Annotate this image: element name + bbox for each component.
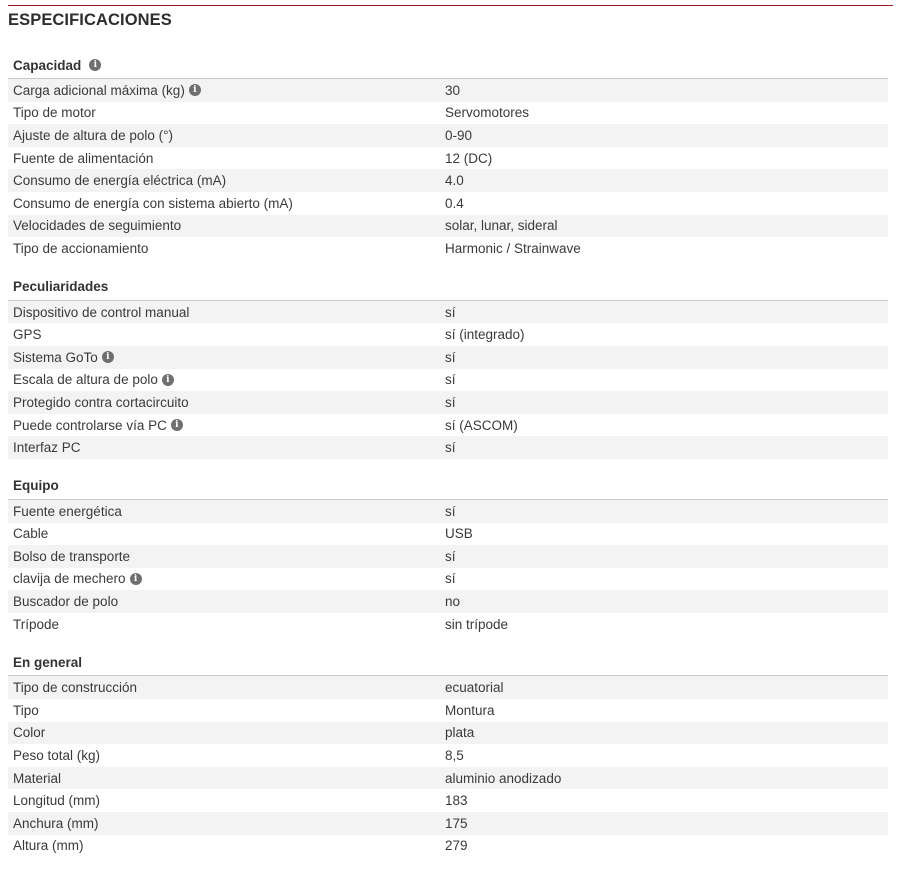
info-icon[interactable]: i <box>102 351 114 363</box>
spec-row <box>8 414 888 437</box>
spec-value: 279 <box>445 838 468 854</box>
spec-value: sí <box>445 349 456 365</box>
spec-value: 30 <box>445 82 461 98</box>
spec-label-cell <box>8 327 445 342</box>
spec-value: sí <box>445 571 456 587</box>
spec-value: 4.0 <box>445 173 464 189</box>
spec-label: Buscador de polo <box>13 594 119 610</box>
spec-label: Material <box>13 770 62 786</box>
spec-row <box>8 789 888 812</box>
spec-row <box>8 722 888 745</box>
section-header <box>8 649 888 676</box>
spec-row <box>8 102 888 125</box>
spec-label-cell <box>8 372 445 387</box>
spec-label: Color <box>13 725 46 741</box>
spec-label-cell <box>8 549 445 564</box>
spec-label-cell <box>8 748 445 763</box>
spec-value: 183 <box>445 793 468 809</box>
spec-value: 0-90 <box>445 127 473 143</box>
spec-row <box>8 590 888 613</box>
info-icon[interactable]: i <box>130 573 142 585</box>
spec-label: clavija de mechero <box>13 571 126 587</box>
spec-label-cell <box>8 838 445 853</box>
section-title: Capacidad <box>13 57 82 73</box>
section-header <box>8 274 888 301</box>
spec-value: sí <box>445 503 456 519</box>
spec-row <box>8 391 888 414</box>
spec-row <box>8 79 888 102</box>
spec-value: plata <box>445 725 475 741</box>
spec-label: Carga adicional máxima (kg) <box>13 82 185 98</box>
spec-label-cell <box>8 241 445 256</box>
spec-label: Escala de altura de polo <box>13 372 158 388</box>
info-icon[interactable]: i <box>171 419 183 431</box>
spec-row <box>8 169 888 192</box>
spec-row <box>8 812 888 835</box>
spec-label-cell <box>8 504 445 519</box>
spec-row <box>8 237 888 260</box>
info-icon[interactable]: i <box>189 84 201 96</box>
spec-label-cell <box>8 703 445 718</box>
spec-label-cell <box>8 173 445 188</box>
spec-label: Longitud (mm) <box>13 793 101 809</box>
spec-label: Velocidades de seguimiento <box>13 218 182 234</box>
spec-label: Tipo de accionamiento <box>13 240 149 256</box>
spec-value: sí <box>445 548 456 564</box>
spec-row <box>8 147 888 170</box>
top-accent-rule <box>8 5 893 6</box>
spec-label-cell <box>8 305 445 320</box>
section-header <box>8 473 888 500</box>
spec-label-cell <box>8 395 445 410</box>
spec-value: sí <box>445 372 456 388</box>
spec-label-cell <box>8 83 445 98</box>
section-header <box>8 52 888 79</box>
spec-label-cell <box>8 526 445 541</box>
spec-label: Protegido contra cortacircuito <box>13 394 189 410</box>
spec-rows <box>8 79 888 260</box>
spec-row <box>8 215 888 238</box>
spec-row <box>8 369 888 392</box>
spec-value: Montura <box>445 702 495 718</box>
spec-row <box>8 699 888 722</box>
spec-label-cell <box>8 128 445 143</box>
spec-row <box>8 613 888 636</box>
spec-row <box>8 500 888 523</box>
spec-row <box>8 545 888 568</box>
spec-row <box>8 744 888 767</box>
spec-label: Sistema GoTo <box>13 349 98 365</box>
spec-value: 12 (DC) <box>445 150 493 166</box>
spec-label: Tipo <box>13 702 39 718</box>
spec-label: Puede controlarse vía PC <box>13 417 167 433</box>
spec-value: solar, lunar, sideral <box>445 218 558 234</box>
spec-label: Altura (mm) <box>13 838 84 854</box>
spec-value: aluminio anodizado <box>445 770 562 786</box>
spec-label-cell <box>8 771 445 786</box>
spec-label: GPS <box>13 327 42 343</box>
spec-row <box>8 767 888 790</box>
spec-row <box>8 323 888 346</box>
spec-label: Fuente de alimentación <box>13 150 154 166</box>
spec-section <box>8 52 888 260</box>
spec-value: 175 <box>445 815 468 831</box>
spec-section <box>8 649 888 857</box>
spec-value: USB <box>445 526 473 542</box>
spec-value: Servomotores <box>445 105 530 121</box>
spec-label: Tipo de construcción <box>13 680 138 696</box>
spec-row <box>8 301 888 324</box>
spec-label-cell <box>8 418 445 433</box>
spec-row <box>8 568 888 591</box>
spec-label: Consumo de energía eléctrica (mA) <box>13 173 227 189</box>
spec-row <box>8 192 888 215</box>
spec-row <box>8 835 888 858</box>
spec-label-cell <box>8 793 445 808</box>
spec-label-cell <box>8 196 445 211</box>
spec-label-cell <box>8 725 445 740</box>
spec-label-cell <box>8 350 445 365</box>
spec-row <box>8 523 888 546</box>
spec-row <box>8 676 888 699</box>
spec-label: Bolso de transporte <box>13 548 131 564</box>
spec-label: Ajuste de altura de polo (°) <box>13 127 173 143</box>
section-title: Equipo <box>13 478 59 494</box>
info-icon[interactable]: i <box>162 374 174 386</box>
spec-value: sí <box>445 304 456 320</box>
spec-section <box>8 274 888 459</box>
spec-label: Consumo de energía con sistema abierto (mA) <box>13 195 293 211</box>
spec-section <box>8 473 888 636</box>
spec-label-cell <box>8 680 445 695</box>
spec-label-cell <box>8 151 445 166</box>
info-icon[interactable]: i <box>89 59 101 71</box>
spec-label-cell <box>8 440 445 455</box>
spec-value: no <box>445 594 461 610</box>
spec-label-cell <box>8 816 445 831</box>
spec-value: sin trípode <box>445 616 509 632</box>
spec-label: Tipo de motor <box>13 105 96 121</box>
spec-row <box>8 346 888 369</box>
spec-label-cell <box>8 571 445 586</box>
spec-label: Anchura (mm) <box>13 815 99 831</box>
spec-label-cell <box>8 594 445 609</box>
spec-value: 0.4 <box>445 195 464 211</box>
page-title: ESPECIFICACIONES <box>8 11 172 29</box>
spec-label: Interfaz PC <box>13 440 81 456</box>
section-title: En general <box>13 654 83 670</box>
spec-row <box>8 124 888 147</box>
spec-value: ecuatorial <box>445 680 504 696</box>
spec-label: Fuente energética <box>13 503 122 519</box>
spec-label-cell <box>8 617 445 632</box>
specifications-table <box>8 52 888 871</box>
spec-value: sí <box>445 394 456 410</box>
spec-rows <box>8 500 888 636</box>
spec-label-cell <box>8 105 445 120</box>
spec-rows <box>8 301 888 459</box>
spec-value: 8,5 <box>445 748 464 764</box>
spec-row <box>8 436 888 459</box>
spec-label: Cable <box>13 526 49 542</box>
spec-label: Peso total (kg) <box>13 748 101 764</box>
spec-label-cell <box>8 218 445 233</box>
spec-label: Dispositivo de control manual <box>13 304 190 320</box>
spec-rows <box>8 676 888 857</box>
spec-value: Harmonic / Strainwave <box>445 240 581 256</box>
spec-value: sí (ASCOM) <box>445 417 518 433</box>
section-title: Peculiaridades <box>13 279 109 295</box>
spec-value: sí (integrado) <box>445 327 525 343</box>
spec-label: Trípode <box>13 616 60 632</box>
spec-value: sí <box>445 440 456 456</box>
